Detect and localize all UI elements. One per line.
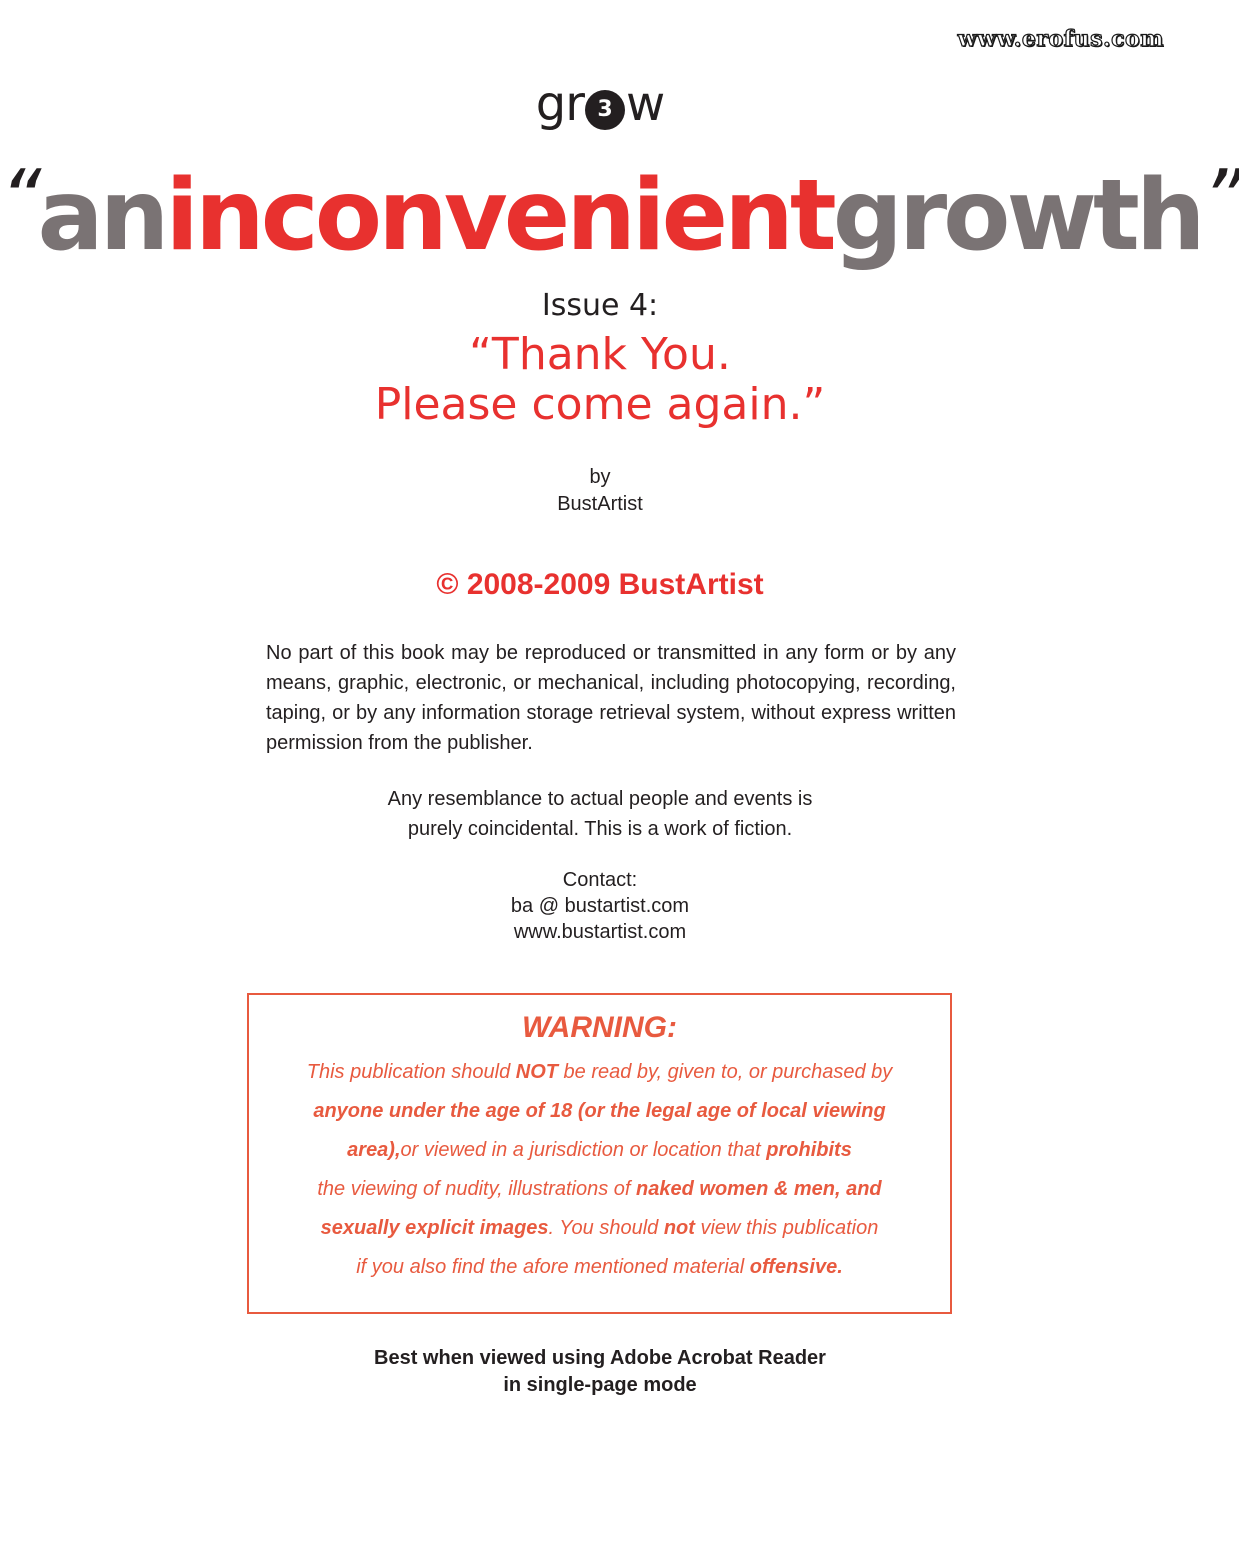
contact-email: ba @ bustartist.com xyxy=(510,895,690,917)
warning-line-6 xyxy=(249,1248,950,1287)
warning-emphasis: offensive. xyxy=(749,1256,843,1278)
warning-emphasis: anyone under the age of 18 (or the legal age of local viewing xyxy=(313,1100,886,1122)
warning-text-segment: if you also find the afore mentioned material xyxy=(356,1256,750,1278)
contact-block xyxy=(0,867,1200,945)
title-word-an: an xyxy=(37,159,166,273)
warning-text-segment: This publication should xyxy=(306,1061,516,1083)
byline-author: BustArtist xyxy=(557,493,643,515)
byline xyxy=(0,464,1200,518)
warning-emphasis: NOT xyxy=(515,1061,558,1083)
viewing-line-2: in single-page mode xyxy=(503,1374,697,1396)
main-title xyxy=(0,140,1239,276)
subtitle-line-2: Please come again.” xyxy=(374,379,826,430)
warning-box xyxy=(247,993,952,1314)
watermark: www.erofus.com xyxy=(957,26,1164,52)
warning-text-segment: view this publication xyxy=(694,1217,879,1239)
warning-line-2 xyxy=(249,1092,950,1131)
issue-subtitle xyxy=(0,330,1200,430)
warning-line-5 xyxy=(249,1209,950,1248)
contact-label: Contact: xyxy=(562,869,638,891)
fiction-line-1: Any resemblance to actual people and events is xyxy=(387,788,813,810)
warning-emphasis: not xyxy=(663,1217,695,1239)
warning-emphasis: prohibits xyxy=(766,1139,852,1161)
warning-line-1 xyxy=(249,1053,950,1092)
warning-text-segment: be read by, given to, or purchased by xyxy=(557,1061,893,1083)
fiction-disclaimer xyxy=(0,784,1200,844)
title-close-quote: ” xyxy=(1201,153,1239,246)
fiction-line-2: purely coincidental. This is a work of fiction. xyxy=(407,818,793,840)
logo-text-start: gr xyxy=(535,76,584,132)
grow-logo xyxy=(0,74,1200,134)
warning-text-segment: . You should xyxy=(548,1217,664,1239)
logo-text-end: w xyxy=(625,76,665,132)
title-word-inconvenient: inconvenient xyxy=(165,159,833,273)
warning-text-segment: the viewing of nudity, illustrations of xyxy=(317,1178,637,1200)
subtitle-line-1: “Thank You. xyxy=(469,329,731,380)
title-word-growth: growth xyxy=(832,159,1202,273)
legal-notice: No part of this book may be reproduced or transmitted in any form or by any means, graphic, electronic, or mechanical, including photocopying, recording, taping, or by any information storage retrieval system, without express written permission from the publisher. xyxy=(266,642,956,754)
warning-emphasis: area), xyxy=(347,1139,401,1161)
viewing-recommendation xyxy=(0,1345,1200,1399)
byline-by: by xyxy=(589,466,611,488)
contact-website: www.bustartist.com xyxy=(513,921,687,943)
warning-text xyxy=(249,1053,950,1287)
issue-number: Issue 4: xyxy=(541,288,659,323)
title-open-quote: “ xyxy=(0,153,38,246)
logo-number-badge: 3 xyxy=(585,90,625,130)
warning-line-4 xyxy=(249,1170,950,1209)
warning-emphasis: naked women & men, and xyxy=(636,1178,882,1200)
copyright-notice: © 2008-2009 BustArtist xyxy=(436,568,764,601)
viewing-line-1: Best when viewed using Adobe Acrobat Reader xyxy=(374,1347,826,1369)
warning-line-3 xyxy=(249,1131,950,1170)
warning-emphasis: sexually explicit images xyxy=(320,1217,549,1239)
warning-title: WARNING: xyxy=(522,1011,677,1044)
warning-text-segment: or viewed in a jurisdiction or location that xyxy=(400,1139,767,1161)
